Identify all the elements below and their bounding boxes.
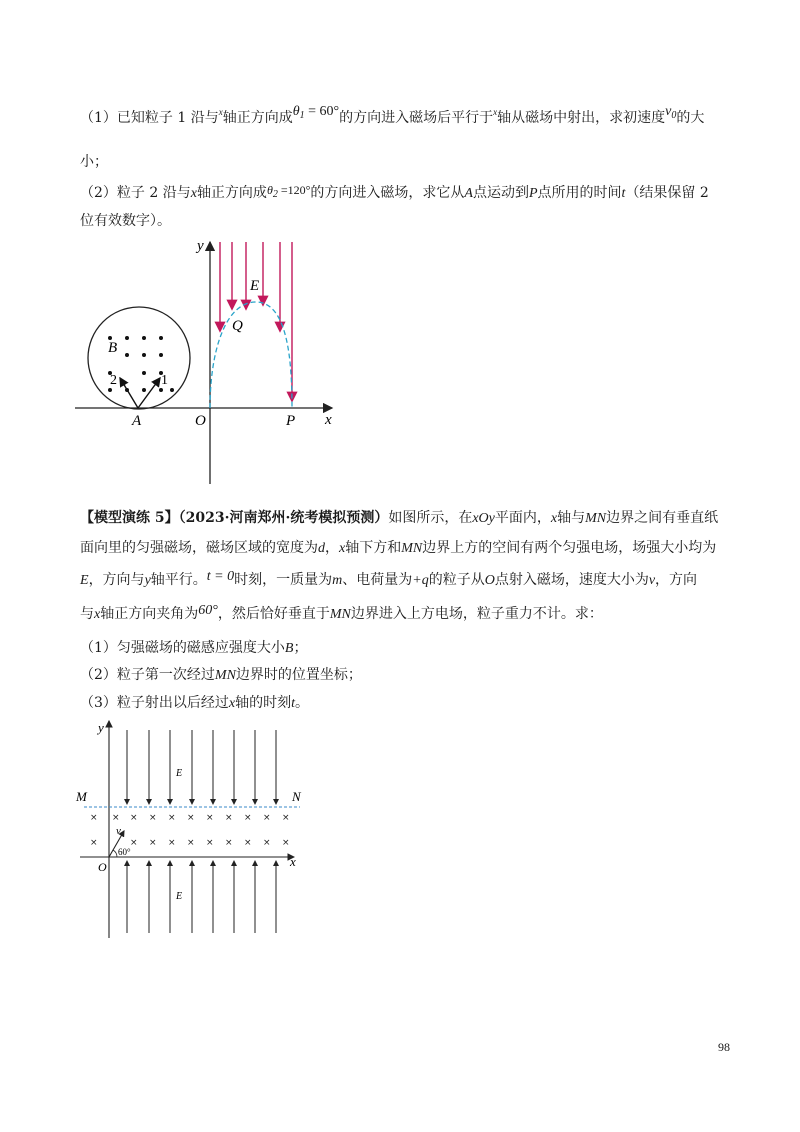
y-axis-label: y <box>197 238 204 254</box>
svg-text:×: × <box>149 813 157 823</box>
x-axis-label: x <box>290 854 296 869</box>
page-number: 98 <box>718 1040 730 1054</box>
problem2-header: 【模型演练 5】（2023·河南郑州·统考模拟预测） <box>80 510 389 526</box>
svg-text:×: × <box>168 813 176 823</box>
problem1-part2-line1: （2）粒子 2 沿与x轴正方向成$\theta_2 =120^\circ$的方向进入磁场，求它从A点运动到P点所用的时间t（结果保留 2 <box>80 183 709 201</box>
a-label: A <box>132 413 142 429</box>
svg-text:×: × <box>187 838 195 848</box>
angle-label: 60° <box>118 847 131 857</box>
lower-e-field-lines <box>127 861 276 933</box>
p-label: P <box>286 413 296 429</box>
svg-text:×: × <box>244 838 252 848</box>
svg-text:×: × <box>149 838 157 848</box>
figure-magnetic-electric-field <box>70 232 350 492</box>
q-label: Q <box>232 318 243 334</box>
angle-arc <box>113 850 117 857</box>
problem1-part1-line2: 小； <box>80 154 108 170</box>
e-label: E <box>250 278 260 294</box>
svg-text:×: × <box>263 838 271 848</box>
problem1-part2-line2: 位有效数字）。 <box>80 213 171 229</box>
svg-text:×: × <box>112 813 120 823</box>
upper-e-field-lines <box>127 730 276 804</box>
problem2-question2: （2）粒子第一次经过MN边界时的位置坐标； <box>80 667 362 683</box>
svg-text:×: × <box>206 813 214 823</box>
svg-text:×: × <box>90 813 98 823</box>
label-2: 2 <box>110 373 117 388</box>
o-label: O <box>98 860 107 874</box>
problem1-part1-line1: （1）已知粒子 1 沿与$^x$轴正方向成$\theta_1 = 60^\circ$的方向进入磁场后平行于$^x$轴从磁场中射出，求初速度$v_0$的大 <box>80 104 705 126</box>
problem2-question1: （1）匀强磁场的磁感应强度大小B； <box>80 640 308 656</box>
svg-text:×: × <box>282 813 290 823</box>
svg-text:×: × <box>130 813 138 823</box>
o-label: O <box>195 413 206 429</box>
svg-text:×: × <box>168 838 176 848</box>
svg-text:×: × <box>206 838 214 848</box>
problem2-question3: （3）粒子射出以后经过x轴的时刻t。 <box>80 695 310 711</box>
problem2-line4: 与x轴正方向夹角为60°，然后恰好垂直于MN边界进入上方电场，粒子重力不计。求： <box>80 603 603 622</box>
e-bottom-label: E <box>176 891 183 902</box>
e-top-label: E <box>176 768 183 779</box>
svg-text:×: × <box>244 813 252 823</box>
particle-1-arrow <box>138 378 160 408</box>
problem2-line2: 面向里的匀强磁场，磁场区域的宽度为d，x轴下方和MN边界上方的空间有两个匀强电场，场强大小均为 <box>80 540 717 556</box>
n-label: N <box>292 789 301 804</box>
x-axis-label: x <box>325 412 332 428</box>
problem2-line1: 【模型演练 5】（2023·河南郑州·统考模拟预测）如图所示，在xOy平面内，x轴与MN边界之间有垂直纸 <box>80 510 719 526</box>
m-label: M <box>76 789 87 804</box>
svg-text:×: × <box>187 813 195 823</box>
svg-text:×: × <box>90 838 98 848</box>
figure-mn-boundary-fields <box>72 718 312 943</box>
v-label: v <box>116 825 121 837</box>
svg-text:×: × <box>130 838 138 848</box>
problem2-line3: E，方向与y轴平行。t = 0时刻，一质量为m、电荷量为+q的粒子从O点射入磁场，速度大小为v，方向 <box>80 569 698 588</box>
x-var: x <box>218 107 223 117</box>
magnetic-field-circle <box>88 307 190 409</box>
b-label: B <box>108 340 118 356</box>
svg-text:×: × <box>225 838 233 848</box>
label-1: 1 <box>161 373 168 388</box>
svg-text:×: × <box>263 813 271 823</box>
y-axis-label: y <box>98 720 104 735</box>
svg-text:×: × <box>282 838 290 848</box>
particle-2-arrow <box>120 378 138 408</box>
svg-text:×: × <box>225 813 233 823</box>
